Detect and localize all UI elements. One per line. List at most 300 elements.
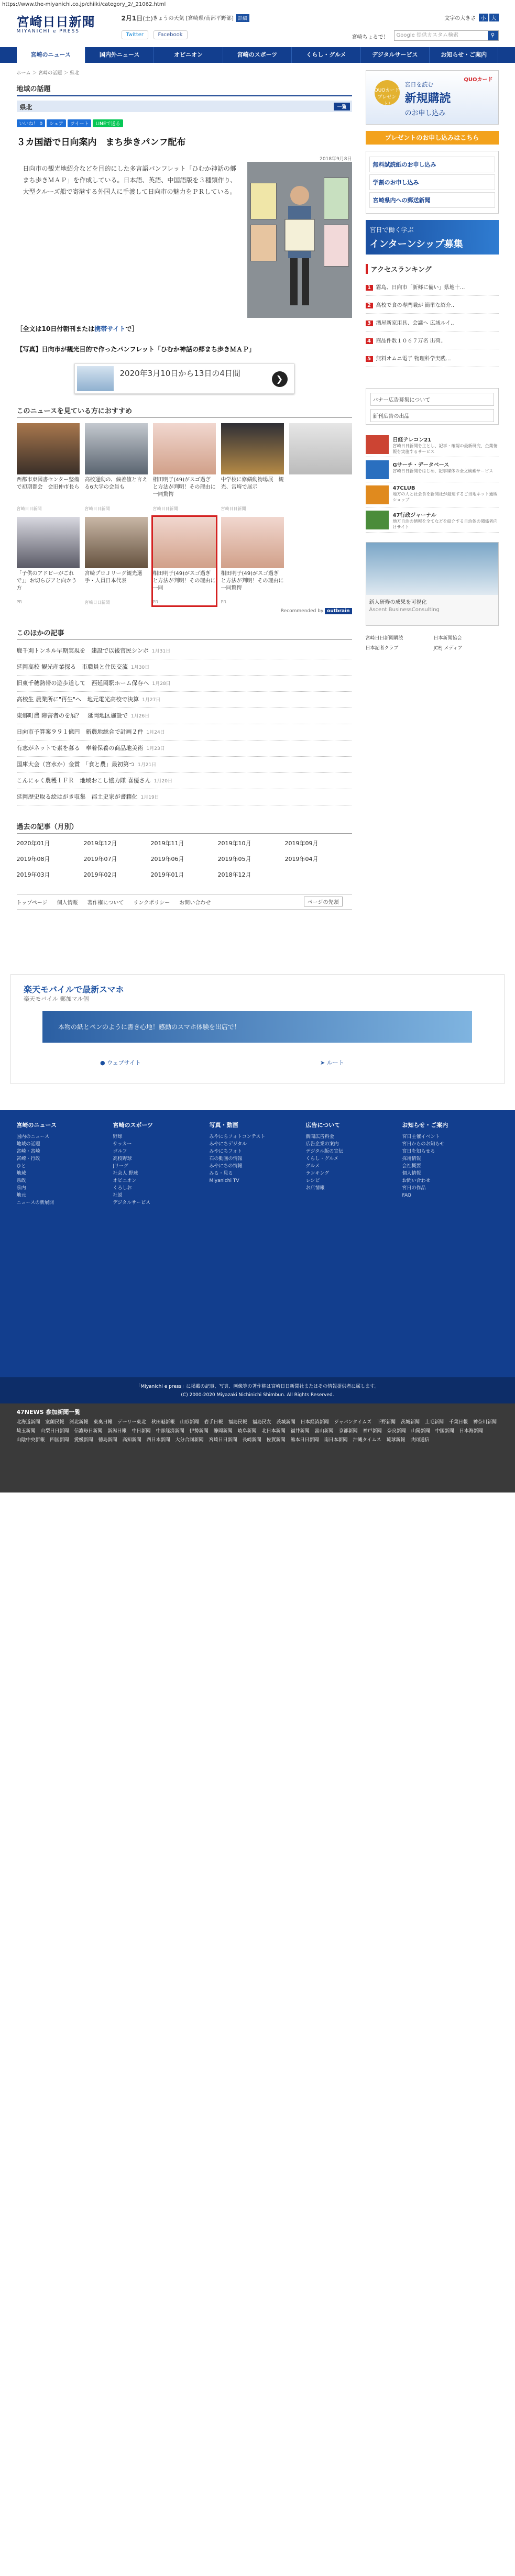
ranking-title: 無料オムニ電子 物理科学実践… — [376, 356, 451, 362]
partner-newspaper-link[interactable]: 福島民友 — [252, 1420, 271, 1425]
search-input[interactable]: Google 提供カスタム検索 ⚲ — [394, 30, 499, 41]
arrow-right-icon[interactable]: ❯ — [272, 371, 288, 387]
partner-newspaper-link[interactable]: 山形新聞 — [180, 1420, 199, 1425]
nav-item[interactable]: デジタルサービス — [361, 47, 430, 63]
footer-link[interactable]: FAQ — [402, 1193, 411, 1198]
font-size-control: 文字の大きさ 小 大 — [444, 14, 498, 21]
ranking-number: 4 — [366, 338, 373, 344]
share-button[interactable]: ツイート — [68, 119, 92, 127]
article-list-title: 東郷町農 障害者のを展？ 延岡地区施設で — [16, 712, 128, 719]
partner-newspaper-link[interactable]: 福井新聞 — [290, 1429, 310, 1434]
article-date: 2018年9月8日 — [320, 157, 352, 162]
footer-link[interactable]: くろしお — [113, 1186, 132, 1191]
ranking-heading: アクセスランキング — [366, 264, 499, 274]
logo-text: 宮崎日日新聞 — [16, 14, 95, 29]
sns-links — [122, 30, 191, 39]
bottom-nav-link[interactable]: 個人情報 — [57, 900, 78, 906]
region-list-button[interactable]: 一覧 — [334, 103, 349, 110]
article-lead: ［全文は10日付朝刊または携帯サイトで］ — [16, 325, 138, 333]
footer-link[interactable]: 野球 — [113, 1134, 123, 1140]
footer-link[interactable]: 高校野球 — [113, 1156, 132, 1162]
ranking-section — [366, 264, 499, 367]
footer-link[interactable]: 広告企業の案内 — [305, 1142, 339, 1147]
ad-info-link[interactable]: バナー広告募集について — [370, 393, 494, 406]
archive-month-link[interactable]: 2019年04月 — [284, 856, 319, 863]
archive-section — [17, 818, 352, 879]
side-footer-link[interactable]: 日本記者クラブ — [365, 646, 399, 651]
archive-month-link[interactable]: 2019年09月 — [284, 840, 319, 847]
recommend-thumbnail — [153, 423, 216, 474]
footer-link[interactable]: お問い合わせ — [402, 1178, 431, 1184]
rakuten-ad[interactable] — [10, 974, 505, 1084]
article-list-date: 1月31日 — [151, 649, 171, 654]
partner-newspaper-link[interactable]: 長崎新聞 — [242, 1438, 261, 1443]
article-list-title: 有志がネットで素を募る 奉着保養の商品地美術 — [16, 745, 144, 751]
partner-newspaper-link[interactable]: 富山新聞 — [314, 1429, 334, 1434]
ad-small-text: 宮日を読む — [404, 81, 434, 88]
article-list-item[interactable] — [17, 773, 352, 789]
footer-link[interactable]: 国内のニュース — [16, 1134, 50, 1140]
footer-link[interactable]: デジタル版の宣伝 — [305, 1149, 343, 1154]
footer-link[interactable]: 宮日の作品 — [402, 1186, 426, 1191]
footer-link[interactable]: ランキング — [305, 1171, 330, 1176]
ad-image — [366, 543, 498, 595]
recommend-source: 宮崎日日新聞 — [221, 506, 246, 511]
archive-month-link[interactable]: 2019年05月 — [217, 856, 251, 863]
footer-column — [210, 1121, 306, 1207]
article-list-title: 延岡高校 観光産業探る 市職員と住民交流 — [16, 664, 128, 670]
subscription-link[interactable]: 宮崎県内への郵送新聞 — [369, 192, 495, 208]
footer-link[interactable]: 宮崎・宮崎 — [16, 1149, 40, 1154]
partner-description: 地方の人と社会食を新聞社が最速するご当地ネット通販ショップ — [392, 492, 498, 502]
bottom-nav-link[interactable]: リンクポリシー — [133, 900, 170, 906]
ranking-number: 2 — [366, 303, 373, 308]
site-logo[interactable] — [17, 12, 95, 34]
footer-link[interactable]: グルメ — [305, 1164, 320, 1169]
font-large-button[interactable]: 大 — [489, 14, 499, 21]
rakuten-ad-title: 楽天モバイルで最新スマホ — [24, 985, 124, 994]
ranking-title: 酒屋新家用具、会議へ 広域ルイ.. — [376, 320, 454, 326]
article-list-date: 1月24日 — [146, 730, 165, 735]
recommend-card[interactable] — [85, 517, 148, 605]
footer-link[interactable]: 採用情報 — [402, 1156, 421, 1162]
article-list-title: 鹿千刈トンネル早期実現を 建設で以後官民シンポ — [16, 647, 149, 654]
section-title: 地域の話題 — [17, 80, 352, 96]
side-footer-link[interactable]: JCEJ メディア — [433, 646, 463, 651]
footer-link[interactable]: 県内 — [16, 1186, 26, 1191]
partner-newspaper-link[interactable]: 北日本新聞 — [261, 1429, 286, 1434]
footer-link[interactable]: ゴルフ — [113, 1149, 127, 1154]
ad-big-text: 新規購読 — [404, 92, 451, 105]
footer-link[interactable]: 宮日からのお知らせ — [402, 1142, 445, 1147]
ranking-title: 霧島、日向市「新郷に備い」県地十… — [376, 285, 465, 291]
recommend-source: PR — [16, 600, 22, 604]
47news-list — [0, 1403, 515, 1492]
recommend-card[interactable] — [153, 423, 216, 512]
article-list-title: 高校生 農業所に"再生"へ 地元電光高校で決算 — [16, 696, 139, 703]
internship-ad[interactable] — [366, 220, 499, 255]
partner-newspaper-link[interactable]: 佐賀新聞 — [266, 1438, 286, 1443]
footer-link[interactable]: Miyanichi TV — [209, 1178, 239, 1184]
article-list-date: 1月28日 — [152, 681, 171, 687]
facebook-button[interactable]: Facebook — [154, 30, 188, 39]
article-list-item[interactable] — [17, 643, 352, 659]
footer-link[interactable]: 地元 — [16, 1193, 26, 1198]
ranking-number: 3 — [366, 320, 373, 326]
partner-newspaper-link[interactable]: 奈良新聞 — [387, 1429, 406, 1434]
share-button[interactable]: LINEで送る — [93, 119, 123, 127]
website-button[interactable]: ● ウェブサイト — [100, 1059, 141, 1066]
partner-newspaper-link[interactable]: 秋田魁新報 — [151, 1420, 175, 1425]
footer-column — [306, 1121, 402, 1207]
region-header: 県北 一覧 — [17, 101, 352, 112]
footer-link[interactable]: くらし・グルメ — [305, 1156, 338, 1162]
partner-service-item[interactable] — [366, 507, 499, 533]
partner-logo-icon — [366, 435, 389, 454]
partner-logo-icon — [366, 511, 389, 529]
article-list-date: 1月21日 — [138, 762, 157, 768]
footer-column-heading[interactable]: 宮崎のニュース — [16, 1122, 57, 1129]
font-small-button[interactable]: 小 — [479, 14, 488, 21]
ad-info-link[interactable]: 新刊広告の出品 — [370, 409, 494, 422]
recommend-thumbnail — [85, 423, 148, 474]
recommend-source: 宮崎日日新聞 — [152, 506, 178, 511]
archive-month-link[interactable]: 2019年10月 — [217, 840, 251, 847]
footer-link[interactable]: ひと — [16, 1164, 26, 1169]
footer-column — [113, 1121, 210, 1207]
recommend-card[interactable] — [289, 423, 352, 512]
recommend-title: 中学校に修繕動物場展 観光、宮崎で展示 — [221, 477, 284, 490]
nav-item[interactable]: 宮崎のスポーツ — [223, 47, 292, 63]
bottom-nav-link[interactable]: お問い合わせ — [179, 900, 211, 906]
search-icon[interactable]: ⚲ — [488, 31, 498, 40]
footer-link[interactable]: 地域 — [16, 1171, 26, 1176]
partner-newspaper-link[interactable]: ジャパンタイムズ — [334, 1420, 371, 1425]
partner-newspaper-link[interactable]: 神奈川新聞 — [473, 1420, 497, 1425]
archive-month-link[interactable]: 2018年12月 — [217, 871, 251, 878]
banner-image — [77, 366, 114, 391]
archive-month-link[interactable]: 2020年01月 — [16, 840, 50, 847]
twitter-button[interactable]: Twitter — [122, 30, 149, 39]
ad-info-box — [366, 388, 499, 425]
subscription-link[interactable]: 学割のお申し込み — [369, 174, 495, 190]
recommend-card[interactable] — [153, 517, 216, 605]
partner-newspaper-link[interactable]: 日本経済新聞 — [300, 1420, 329, 1425]
footer-link[interactable]: 石の動画の情報 — [209, 1156, 243, 1162]
partner-newspaper-link[interactable]: 山陰中央新報 — [16, 1438, 45, 1443]
recommend-title: 相田明子(49)がスゴ過ぎと方法が判明！その理由に一同 — [152, 571, 216, 591]
article-list-item[interactable] — [17, 692, 352, 708]
nav-item[interactable]: お知らせ・ご案内 — [430, 47, 498, 63]
partner-newspaper-link[interactable]: デーリー東北 — [117, 1420, 146, 1425]
partner-newspaper-link[interactable]: 南日本新聞 — [324, 1438, 348, 1443]
recommend-section — [17, 402, 352, 614]
footer-link[interactable]: 地域の話題 — [16, 1142, 40, 1147]
article-list-date: 1月30日 — [131, 665, 150, 670]
logo-subtext: MIYANICHI e PRESS — [16, 29, 80, 34]
footer-link[interactable]: みやにちフォトコンテスト — [209, 1134, 266, 1140]
recommend-thumbnail — [153, 517, 216, 568]
other-articles-heading: このほかの記事 — [17, 624, 352, 640]
partner-newspaper-link[interactable]: 西日本新聞 — [146, 1438, 170, 1443]
header-weather[interactable]: きょうの天気 [宮崎県/南部平野部] 詳細 — [153, 14, 249, 22]
partner-newspaper-link[interactable]: 中国新聞 — [435, 1429, 454, 1434]
footer-link[interactable]: 社説 — [113, 1193, 123, 1198]
partner-service-item[interactable] — [366, 457, 499, 482]
globe-icon: ● — [100, 1059, 107, 1066]
partner-newspaper-link[interactable]: 北海道新聞 — [16, 1420, 40, 1425]
banner-text: 2020年3月10日から13日の4日間 — [119, 369, 240, 378]
bottom-nav-link[interactable]: 著作権について — [87, 900, 124, 906]
article-list-title: 国庫大会（宮水か）金賞 「食と農」最初第つ — [16, 761, 135, 768]
ranking-title: 商品件数１０６７万名 出荷.. — [376, 338, 444, 344]
present-label: QUOカード — [464, 77, 493, 83]
side-ad-brand: Ascent BusinessConsulting — [369, 607, 440, 613]
recommend-card[interactable] — [289, 517, 352, 605]
ranking-number: 1 — [366, 285, 373, 291]
recommend-title: 相田明子(49)がスゴ過ぎと方法が判明！その理由に一同驚愕 — [152, 477, 216, 497]
partner-newspaper-link[interactable]: 熊本日日新聞 — [290, 1438, 319, 1443]
partner-name: 47行政ジャーナル — [392, 513, 436, 518]
footer-column — [17, 1121, 113, 1207]
footer-link[interactable]: みる・見る — [209, 1171, 233, 1176]
footer-column-heading[interactable]: 広告について — [305, 1122, 341, 1129]
archive-month-link[interactable]: 2019年12月 — [83, 840, 117, 847]
partner-newspaper-link[interactable]: 四国新聞 — [50, 1438, 69, 1443]
archive-month-link[interactable]: 2019年08月 — [16, 856, 50, 863]
partner-newspaper-link[interactable]: 茨城新聞 — [276, 1420, 295, 1425]
archive-month-link[interactable]: 2019年07月 — [83, 856, 117, 863]
footer-link[interactable]: みやにちデジタル — [209, 1142, 247, 1147]
article-list-title: 延岡歴史取る絵はがき収集 郡土史家が書籍化 — [16, 793, 138, 800]
footer-link[interactable]: 宮崎・行政 — [16, 1156, 40, 1162]
page-top-button[interactable]: ページの先頭 — [304, 897, 343, 906]
recommend-card[interactable] — [221, 517, 284, 605]
share-button[interactable]: シェア — [47, 119, 66, 127]
partner-newspaper-link[interactable]: 福島民報 — [228, 1420, 247, 1425]
partner-newspaper-link[interactable]: 神戸新聞 — [363, 1429, 382, 1434]
recommend-source: PR — [221, 600, 226, 604]
partner-newspaper-link[interactable]: 沖縄タイムス — [353, 1438, 381, 1443]
partner-newspaper-link[interactable]: 下野新聞 — [376, 1420, 396, 1425]
article-list-title: こんにゃく農穫ＩＦＲ 地域おこし協力隊 喜優さん — [16, 777, 151, 784]
side-ad[interactable] — [366, 542, 499, 626]
footer-link[interactable]: 宮日主催イベント — [402, 1134, 440, 1140]
article-list-title: 旧東千穂熱帯の遊歩道して 西延岡駅ホーム保存へ — [16, 680, 149, 687]
footer-link[interactable]: サッカー — [113, 1142, 132, 1147]
partner-newspaper-link[interactable]: 茨城新聞 — [400, 1420, 420, 1425]
partner-newspaper-link[interactable]: 共同通信 — [410, 1438, 430, 1443]
footer-link[interactable]: 個人情報 — [402, 1171, 421, 1176]
recommend-title: 高校運動の、偏差値と言える6大学の会員も — [84, 477, 148, 490]
article-list-item[interactable] — [17, 789, 352, 805]
partner-newspaper-link[interactable]: 河北新報 — [69, 1420, 89, 1425]
nav-item[interactable]: くらし・グルメ — [292, 47, 360, 63]
route-button[interactable]: ➤ ルート — [320, 1059, 344, 1066]
article-list-item[interactable] — [17, 708, 352, 724]
nav-item[interactable]: 宮崎のニュース — [17, 47, 85, 63]
nav-item[interactable]: オピニオン — [154, 47, 223, 63]
article-list-item[interactable] — [17, 659, 352, 676]
partner-newspaper-link[interactable]: 静岡新聞 — [213, 1429, 233, 1434]
partner-description: 宮崎日日新聞を主とし、記事・確認の最新研究、企業情報を実施するサービス — [392, 444, 498, 454]
partner-newspaper-link[interactable]: 中日新聞 — [132, 1429, 151, 1434]
footer-link[interactable]: 新聞広告料金 — [305, 1134, 334, 1140]
footer-link[interactable]: レシピ — [305, 1178, 320, 1184]
article-list-item[interactable] — [17, 676, 352, 692]
recommend-thumbnail — [17, 517, 80, 568]
sidebar — [366, 63, 499, 651]
recommend-thumbnail — [289, 423, 352, 474]
archive-heading: 過去の記事（月別） — [17, 818, 352, 834]
kindly-link[interactable]: 宮崎ちょるで！ — [352, 35, 389, 40]
article-list-item[interactable] — [17, 724, 352, 740]
partner-newspaper-link[interactable]: 室蘭民報 — [45, 1420, 64, 1425]
partner-service-item[interactable] — [366, 432, 499, 457]
recommend-card[interactable] — [85, 423, 148, 512]
recommend-title: 相田明子(49)がスゴ過ぎと方法が判明！その理由に一同驚愕 — [221, 571, 284, 591]
recommend-source: PR — [152, 600, 158, 604]
archive-month-link[interactable]: 2019年01月 — [150, 871, 184, 878]
footer-link[interactable]: 宮日を知らせる — [402, 1149, 435, 1154]
footer-link[interactable]: オピニオン — [113, 1178, 137, 1184]
main-column — [17, 63, 352, 910]
partner-newspaper-link[interactable]: 京都新聞 — [338, 1429, 358, 1434]
footer-column-heading[interactable]: 写真・動画 — [209, 1122, 238, 1129]
partner-description: 地方自治の情報を全てなどを紹介する自治体の関係者向けサイト — [392, 519, 498, 529]
recommend-title — [289, 477, 352, 506]
partner-newspaper-link[interactable]: 東奥日報 — [93, 1420, 113, 1425]
ranking-item[interactable] — [366, 296, 499, 314]
partner-newspaper-link[interactable]: 徳島新聞 — [98, 1438, 117, 1443]
partner-logo-icon — [366, 485, 389, 504]
recommend-thumbnail — [17, 423, 80, 474]
event-banner-ad[interactable] — [74, 363, 294, 394]
weather-detail-button[interactable]: 詳細 — [236, 14, 249, 22]
partner-newspaper-link[interactable]: 伊勢新聞 — [189, 1429, 209, 1434]
other-articles-section — [17, 624, 352, 805]
partner-logo-icon — [366, 460, 389, 479]
ranking-item[interactable] — [366, 278, 499, 296]
header-date: 2月1日(土) — [121, 15, 153, 22]
route-icon: ➤ — [320, 1059, 327, 1066]
footer-link[interactable]: Jリーグ — [113, 1164, 129, 1169]
global-nav — [0, 47, 515, 63]
footer-column-heading[interactable]: 宮崎のスポーツ — [113, 1122, 154, 1129]
article-list-date: 1月23日 — [146, 746, 165, 751]
ranking-number: 5 — [366, 356, 373, 362]
ranking-item[interactable] — [366, 349, 499, 367]
subscribe-ad[interactable] — [366, 70, 499, 125]
recommend-source: 宮崎日日新聞 — [84, 600, 110, 605]
article-list-date: 1月19日 — [140, 795, 159, 800]
partner-newspaper-link[interactable]: 愛媛新聞 — [74, 1438, 93, 1443]
article-photo[interactable] — [247, 162, 352, 318]
footer-link[interactable]: デジタルサービス — [113, 1200, 150, 1206]
side-footer-link[interactable]: 日本新聞協会 — [433, 636, 462, 641]
recommend-thumbnail — [221, 517, 284, 568]
site-footer — [0, 1110, 515, 1377]
recommend-card[interactable] — [17, 423, 80, 512]
partner-newspaper-link[interactable]: 大分合同新聞 — [175, 1438, 204, 1443]
subscription-links — [366, 151, 499, 214]
partner-name: Gサーチ・データベース — [392, 462, 450, 468]
partner-newspaper-link[interactable]: 山陽新聞 — [411, 1429, 430, 1434]
subscription-link[interactable]: 無料試読紙のお申し込み — [369, 157, 495, 172]
partner-newspaper-link[interactable]: 岩手日報 — [204, 1420, 223, 1425]
partner-newspaper-link[interactable]: 新潟日報 — [107, 1429, 127, 1434]
recommend-card[interactable] — [17, 517, 80, 605]
partner-newspaper-link[interactable]: 千葉日報 — [449, 1420, 468, 1425]
share-bar — [17, 119, 352, 127]
archive-month-link[interactable]: 2019年11月 — [150, 840, 184, 847]
nav-item[interactable]: 国内外ニュース — [85, 47, 154, 63]
rakuten-ad-body: 本物の紙とペンのように書き心地！感動のスマホ体験を出店で！ — [42, 1011, 472, 1043]
footer-link[interactable]: 会社概要 — [402, 1164, 421, 1169]
article-list-item[interactable] — [17, 757, 352, 773]
partner-newspaper-link[interactable]: 埼玉新聞 — [16, 1429, 36, 1434]
footer-link[interactable]: みやにちフォト — [209, 1149, 243, 1154]
recommend-title: 西都市東図書センター整備で初期都会 会旧仲市長ら — [16, 477, 80, 490]
article-list-item[interactable] — [17, 740, 352, 757]
breadcrumb[interactable]: ホーム ＞ 宮崎の話題 ＞ 県北 — [16, 71, 79, 76]
archive-month-link[interactable]: 2019年06月 — [150, 856, 184, 863]
article-body: 日向市の観光地紹介などを目的にした多言語パンフレット「ひむか神話の郷まち歩きＭＡＰ」を作成している。日本語、英語、中国語版を３種類作り、大型クルーズ船で寄港する外国人に手渡して日向市の魅力をＰＲしている。 — [23, 165, 237, 195]
47news-heading: 47NEWS 参加新聞一覧 — [16, 1409, 81, 1416]
rakuten-ad-sub: 楽天モバイル 郵加マル個 — [24, 996, 89, 1002]
partner-newspaper-link[interactable]: 上毛新聞 — [425, 1420, 444, 1425]
footer-link[interactable]: みやにちの情報 — [209, 1164, 243, 1169]
recommend-title: 「子供のアドビーがごれで」」お切らびアと向かう方 — [16, 571, 77, 591]
footer-link[interactable]: 社会人 野球 — [113, 1171, 138, 1176]
partner-service-item[interactable] — [366, 482, 499, 507]
mobile-site-link[interactable]: 携帯サイト — [94, 325, 126, 333]
recommend-title — [289, 570, 352, 600]
footer-column-heading[interactable]: お知らせ・ご案内 — [402, 1122, 448, 1129]
recommend-title: 宮崎プロＪリーグ観光選手・人員日本代表 — [84, 571, 143, 584]
partner-newspaper-link[interactable]: 日本海新聞 — [459, 1429, 483, 1434]
partner-newspaper-link[interactable]: 山梨日日新聞 — [40, 1429, 69, 1434]
partner-description: 宮崎日日新聞をはじめ、記事媒体の全文検索サービス — [392, 469, 494, 473]
archive-month-link[interactable]: 2019年02月 — [83, 871, 117, 878]
ranking-item[interactable] — [366, 331, 499, 349]
partner-newspaper-link[interactable]: 宮崎日日新聞 — [209, 1438, 237, 1443]
recommended-by[interactable]: Recommended by outbrain — [17, 609, 352, 614]
footer-link[interactable]: 県政 — [16, 1178, 26, 1184]
partner-newspaper-link[interactable]: 中部経済新聞 — [156, 1429, 184, 1434]
footer-copyright: 「Miyanichi e press」に掲載の記事、写真、画像等の著作権は宮崎日日新聞社またはその情報提供者に属します。 (C) 2000-2020 Miyazaki Nichinichi Shimbun. All Rights Reserved. — [0, 1377, 515, 1403]
partner-newspaper-link[interactable]: 琉球新報 — [386, 1438, 406, 1443]
recommend-card[interactable] — [221, 423, 284, 512]
partner-name: 47CLUB — [392, 485, 415, 491]
partner-newspaper-link[interactable]: 岐阜新聞 — [237, 1429, 257, 1434]
ranking-item[interactable] — [366, 314, 499, 331]
footer-column — [402, 1121, 499, 1207]
share-button[interactable]: いいね！ 0 — [17, 119, 46, 127]
footer-link[interactable]: お店情報 — [305, 1186, 325, 1191]
archive-month-link[interactable]: 2019年03月 — [16, 871, 50, 878]
side-footer-link[interactable]: 宮崎日日新聞購読 — [365, 636, 403, 641]
archive-month-link[interactable] — [285, 870, 352, 879]
article-list-title: 日向市予算案９９１億円 新農地総合で計画２件 — [16, 728, 144, 735]
partner-name: 日経テレコン21 — [392, 437, 432, 443]
partner-newspaper-link[interactable]: 高知新聞 — [122, 1438, 141, 1443]
bottom-nav-link[interactable]: トップページ — [16, 900, 48, 906]
partner-newspaper-link[interactable]: 信濃毎日新聞 — [74, 1429, 103, 1434]
footer-link[interactable]: ニュースの新展開 — [16, 1200, 54, 1206]
present-apply-button[interactable]: プレゼントのお申し込みはこちら — [366, 131, 499, 145]
ranking-title: 高校で食の専門職が 簡単な紹介.. — [376, 303, 455, 308]
